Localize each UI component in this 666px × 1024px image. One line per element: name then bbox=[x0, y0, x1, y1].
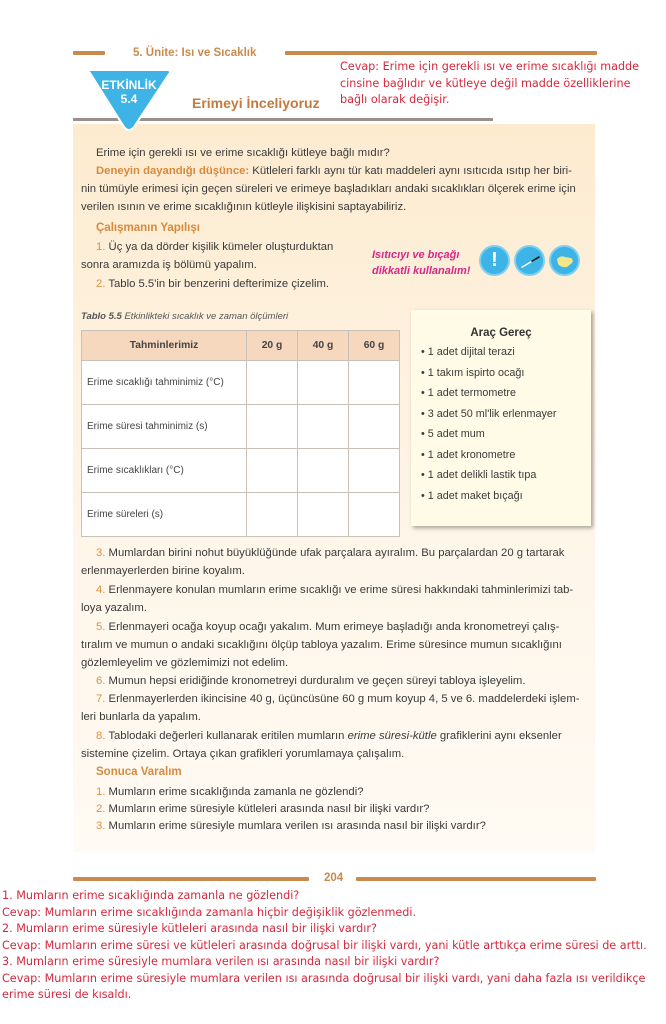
step-5-line-3: gözlemleyelim ve gözlemimizi not edelim. bbox=[81, 657, 289, 669]
idea-label: Deneyin dayandığı düşünce: bbox=[96, 165, 250, 177]
footer-rule-left bbox=[73, 877, 309, 881]
step-text: Mumun hepsi eridiğinde kronometreyi durduralım ve geçen süreyi tabloya işleyelim. bbox=[105, 675, 526, 687]
step-5-line-1 bbox=[96, 618, 559, 636]
activity-title: Erimeyi İnceliyoruz bbox=[192, 95, 320, 111]
table-cell bbox=[247, 493, 298, 537]
step-num: 8. bbox=[96, 730, 106, 742]
conclusion-question-1 bbox=[96, 783, 364, 801]
tools-title: Araç Gereç bbox=[470, 327, 532, 339]
step-text: Tablodaki değerleri kullanarak eritilen mumların bbox=[105, 730, 348, 742]
idea-line-2: nin tümüyle erimesi için geçen süreleri ve erimeye başladıkları andaki sıcaklıkları ölçerek erime için bbox=[81, 183, 576, 195]
table-cell bbox=[349, 449, 400, 493]
step-3-line-1 bbox=[96, 544, 564, 562]
step-text: Üç ya da dörder kişilik kümeler oluşturduktan bbox=[105, 241, 334, 253]
step-num: 5. bbox=[96, 621, 106, 633]
answers-bottom bbox=[2, 888, 662, 1004]
question-num: 1. bbox=[96, 786, 106, 798]
step-3-line-2: erlenmayerlerden birine koyalım. bbox=[81, 565, 245, 577]
row-label: Erime sıcaklıkları (°C) bbox=[82, 449, 247, 493]
tools-list bbox=[421, 346, 556, 510]
question-num: 2. bbox=[96, 803, 106, 815]
step-num: 1. bbox=[96, 241, 106, 253]
tool-item: • 1 adet kronometre bbox=[421, 448, 516, 461]
row-label: Erime sıcaklığı tahminimiz (°C) bbox=[82, 361, 247, 405]
step-num: 7. bbox=[96, 693, 106, 705]
header-rule-right bbox=[285, 51, 597, 55]
header-cell: 60 g bbox=[349, 331, 400, 361]
warning-line-2: dikkatli kullanalım! bbox=[372, 265, 471, 277]
step-8-line-1 bbox=[96, 727, 562, 745]
table-cell bbox=[298, 449, 349, 493]
conclusion-question-2 bbox=[96, 800, 429, 818]
answer-top: Cevap: Erime için gerekli ısı ve erime sıcaklığı madde cinsine bağlıdır ve kütleye değil madde özelliklerine bağlı olarak değişir. bbox=[340, 60, 640, 106]
exclamation-icon: ! bbox=[479, 245, 510, 276]
tool-item: • 1 adet maket bıçağı bbox=[421, 489, 523, 502]
step-text: Erlenmayerlerden ikincisine 40 g, üçüncüsüne 60 g mum koyup 4, 5 ve 6. maddelerdeki işlem- bbox=[105, 693, 580, 705]
idea-line-1 bbox=[96, 162, 572, 180]
warning-line-1: Isıtıcıyı ve bıçağı bbox=[372, 249, 460, 261]
conclusion-heading: Sonuca Varalım bbox=[96, 766, 182, 778]
table-caption-text: Etkinlikteki sıcaklık ve zaman ölçümleri bbox=[121, 311, 289, 322]
step-text: Erlenmayeri ocağa koyup ocağı yakalım. Mum erimeye başladığı anda kronometreyi çalış- bbox=[105, 621, 560, 633]
unit-title: 5. Ünite: Isı ve Sıcaklık bbox=[133, 47, 257, 59]
question-text: Mumların erime süresiyle mumlara verilen ısı arasında nasıl bir ilişki vardır? bbox=[105, 820, 486, 832]
step-5-line-2: tıralım ve mumun o andaki sıcaklığını ölçüp tabloya yazalım. Erime süresince mumun sıcaklığını bbox=[81, 639, 562, 651]
step-6 bbox=[96, 672, 526, 690]
table-row bbox=[82, 361, 400, 405]
step-num: 3. bbox=[96, 547, 106, 559]
table-cell bbox=[247, 449, 298, 493]
header-rule-left bbox=[73, 51, 105, 55]
tool-item: • 1 adet dijital terazi bbox=[421, 346, 515, 358]
step-4-line-1 bbox=[96, 581, 573, 599]
step-1-line-2: sonra aramızda iş bölümü yapalım. bbox=[81, 259, 257, 271]
header-cell: Tahminlerimiz bbox=[82, 331, 247, 361]
table-caption bbox=[81, 311, 288, 322]
step-text: Tablo 5.5'in bir benzerini defterimize çizelim. bbox=[105, 278, 330, 290]
step-7-line-1 bbox=[96, 690, 580, 708]
glove-icon bbox=[549, 245, 580, 276]
question-text: Mumların erime süresiyle kütleleri arasında nasıl bir ilişki vardır? bbox=[105, 803, 430, 815]
step-text: grafiklerini aynı eksenler bbox=[436, 730, 562, 742]
table-cell bbox=[349, 405, 400, 449]
procedure-heading: Çalışmanın Yapılışı bbox=[96, 222, 200, 234]
question-num: 3. bbox=[96, 820, 106, 832]
table-cell bbox=[349, 493, 400, 537]
footer-rule-right bbox=[356, 877, 596, 881]
conclusion-question-3 bbox=[96, 817, 486, 835]
answer-line: 1. Mumların erime sıcaklığında zamanla ne gözlendi? bbox=[2, 889, 300, 902]
tool-item: • 1 adet termometre bbox=[421, 387, 516, 399]
tool-item: • 1 adet delikli lastik tıpa bbox=[421, 469, 537, 481]
table-caption-label: Tablo 5.5 bbox=[81, 311, 122, 322]
table-cell bbox=[247, 405, 298, 449]
step-num: 4. bbox=[96, 584, 106, 596]
step-7-line-2: leri bunlarla da yapalım. bbox=[81, 711, 201, 723]
tool-item: • 1 takım ispirto ocağı bbox=[421, 366, 525, 379]
step-num: 2. bbox=[96, 278, 106, 290]
page-number: 204 bbox=[324, 872, 344, 884]
tool-item: • 3 adet 50 ml'lik erlenmayer bbox=[421, 407, 557, 420]
row-label: Erime süreleri (s) bbox=[82, 493, 247, 537]
table-cell bbox=[247, 361, 298, 405]
table-row bbox=[82, 449, 400, 493]
step-4-line-2: loya yazalım. bbox=[81, 602, 147, 614]
answer-line: 2. Mumların erime süresiyle kütleleri arasında nasıl bir ilişki vardır? bbox=[2, 922, 377, 935]
step-text: Erlenmayere konulan mumların erime sıcaklığı ve erime süresi hakkındaki tahminlerimizi tab- bbox=[105, 584, 574, 596]
table-row bbox=[82, 493, 400, 537]
badge-label: ETKİNLİK bbox=[101, 78, 157, 92]
table-cell bbox=[298, 405, 349, 449]
tools-box bbox=[411, 310, 591, 526]
measurement-table bbox=[81, 330, 400, 537]
table-header-row bbox=[82, 331, 400, 361]
knife-icon bbox=[514, 245, 545, 276]
header-cell: 20 g bbox=[247, 331, 298, 361]
header-cell: 40 g bbox=[298, 331, 349, 361]
idea-line-3: verilen ısının ve erime sıcaklığının kütleyle ilişkisini saptayabiliriz. bbox=[81, 201, 407, 213]
answer-line: Cevap: Mumların erime sıcaklığında zamanla hiçbir değişiklik gözlenmedi. bbox=[2, 905, 417, 919]
table-cell bbox=[298, 361, 349, 405]
answer-line: 3. Mumların erime süresiyle mumlara verilen ısı arasında nasıl bir ilişki vardır? bbox=[2, 955, 440, 968]
question-text: Mumların erime sıcaklığında zamanla ne gözlendi? bbox=[105, 786, 364, 798]
idea-text: Kütleleri farklı aynı tür katı maddeleri aynı ısıtıcıda ısıtıp her biri- bbox=[249, 165, 572, 177]
answer-line: Cevap: Mumların erime süresiyle mumlara verilen ısı arasında doğrusal bir ilişki vardı, yani daha fazla ısı verildikçe erime süresi de kısaldı. bbox=[2, 971, 646, 1001]
answer-line: Cevap: Mumların erime süresi ve kütleleri arasında doğrusal bir ilişki vardı, yani kütle arttıkça erime süresi de arttı. bbox=[2, 938, 647, 952]
badge-number: 5.4 bbox=[120, 92, 138, 106]
tool-item: • 5 adet mum bbox=[421, 428, 485, 440]
step-2 bbox=[96, 275, 329, 293]
intro-question: Erime için gerekli ısı ve erime sıcaklığı kütleye bağlı mıdır? bbox=[96, 147, 390, 159]
table-row bbox=[82, 405, 400, 449]
step-text: Mumlardan birini nohut büyüklüğünde ufak parçalara ayıralım. Bu parçalardan 20 g tartarak bbox=[105, 547, 565, 559]
step-num: 6. bbox=[96, 675, 106, 687]
step-8-line-2: sistemine çizelim. Ortaya çıkan grafikleri yorumlamaya çalışalım. bbox=[81, 748, 405, 760]
row-label: Erime süresi tahminimiz (s) bbox=[82, 405, 247, 449]
activity-badge bbox=[84, 69, 174, 131]
safety-warning bbox=[372, 247, 470, 279]
table-cell bbox=[298, 493, 349, 537]
step-1-line-1 bbox=[96, 238, 333, 256]
table-cell bbox=[349, 361, 400, 405]
step-text-italic: erime süresi-kütle bbox=[347, 730, 437, 742]
